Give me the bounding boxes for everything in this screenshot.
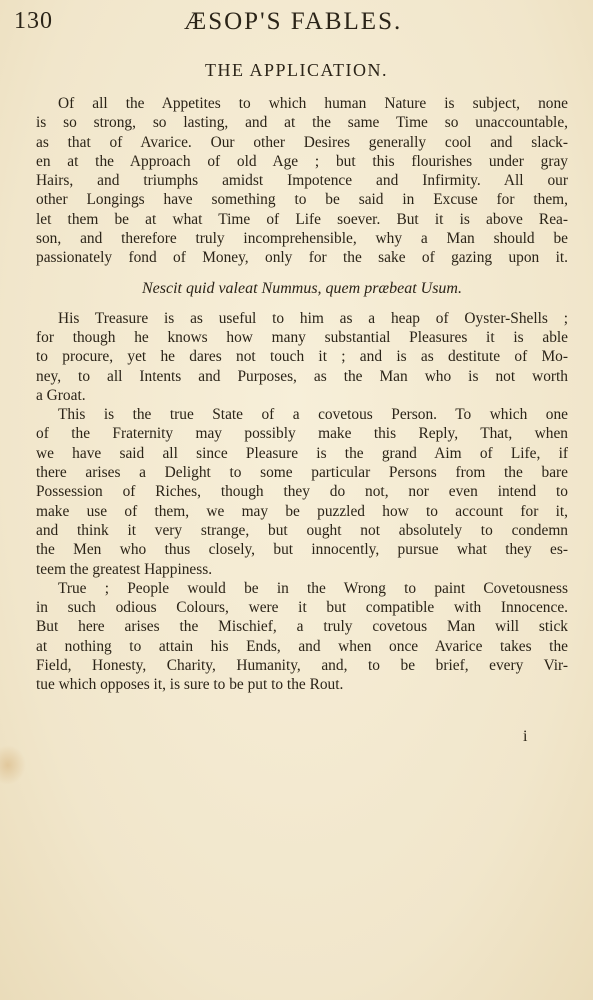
text-line: other Longings have something to be said in Excuse for them, xyxy=(36,191,568,209)
text-line: let them be at what Time of Life soever. But it is above Rea- xyxy=(36,210,568,228)
text-line: we have said all since Pleasure is the grand Aim of Life, if xyxy=(36,444,568,462)
text-line: But here arises the Mischief, a truly covetous Man will stick xyxy=(36,618,568,636)
text-line: make use of them, we may be puzzled how to account for it, xyxy=(36,502,568,520)
text-line: there arises a Delight to some particular Persons from the bare xyxy=(36,464,568,482)
text-line: en at the Approach of old Age ; but this flourishes under gray xyxy=(36,152,568,170)
text-line: at nothing to attain his Ends, and when once Avarice takes the xyxy=(36,637,568,655)
text-line: teem the greatest Happiness. xyxy=(36,560,213,578)
text-line: in such odious Colours, were it but compatible with Innocence. xyxy=(36,599,568,617)
text-line: His Treasure is as useful to him as a heap of Oyster-Shells ; xyxy=(58,309,568,327)
text-line: a Groat. xyxy=(36,386,86,404)
text-line: as that of Avarice. Our other Desires generally cool and slack- xyxy=(36,133,568,151)
page-number: 130 xyxy=(14,8,53,34)
page-header xyxy=(14,8,579,38)
text-line: ney, to all Intents and Purposes, as the Man who is not worth xyxy=(36,367,568,385)
page-body xyxy=(36,94,568,695)
paper-stain xyxy=(0,745,26,785)
text-line: son, and therefore truly incomprehensible, why a Man should be xyxy=(36,230,568,248)
text-line: This is the true State of a covetous Person. To which one xyxy=(58,406,568,424)
text-line: tue which opposes it, is sure to be put to the Rout. xyxy=(36,676,344,694)
paragraph-2 xyxy=(36,309,568,405)
text-line: Possession of Riches, though they do not, nor even intend to xyxy=(36,483,568,501)
text-line: of the Fraternity may possibly make this Reply, That, when xyxy=(36,425,568,443)
signature-mark: i xyxy=(523,728,528,745)
latin-motto: Nescit quid valeat Nummus, quem præbeat Usum. xyxy=(142,279,462,297)
running-title: ÆSOP'S FABLES. xyxy=(184,8,403,35)
text-line: the Men who thus closely, but innocently, pursue what they es- xyxy=(36,541,568,559)
text-line: and think it very strange, but ought not absolutely to condemn xyxy=(36,521,568,539)
paragraph-1 xyxy=(36,94,568,268)
text-line: True ; People would be in the Wrong to paint Covetousness xyxy=(58,579,568,597)
paragraph-3 xyxy=(36,405,568,579)
paragraph-4 xyxy=(36,579,568,695)
text-line: Hairs, and triumphs amidst Impotence and Infirmity. All our xyxy=(36,172,568,190)
text-line: Field, Honesty, Charity, Humanity, and, to be brief, every Vir- xyxy=(36,657,568,675)
text-line: for though he knows how many substantial Pleasures it is able xyxy=(36,328,568,346)
text-line: passionately fond of Money, only for the sake of gazing upon it. xyxy=(36,249,568,267)
section-title: THE APPLICATION. xyxy=(204,60,388,80)
text-line: to procure, yet he dares not touch it ; and is as destitute of Mo- xyxy=(36,348,568,366)
text-line: is so strong, so lasting, and at the same Time so unaccountable, xyxy=(36,114,568,132)
text-line: Of all the Appetites to which human Nature is subject, none xyxy=(58,95,568,112)
